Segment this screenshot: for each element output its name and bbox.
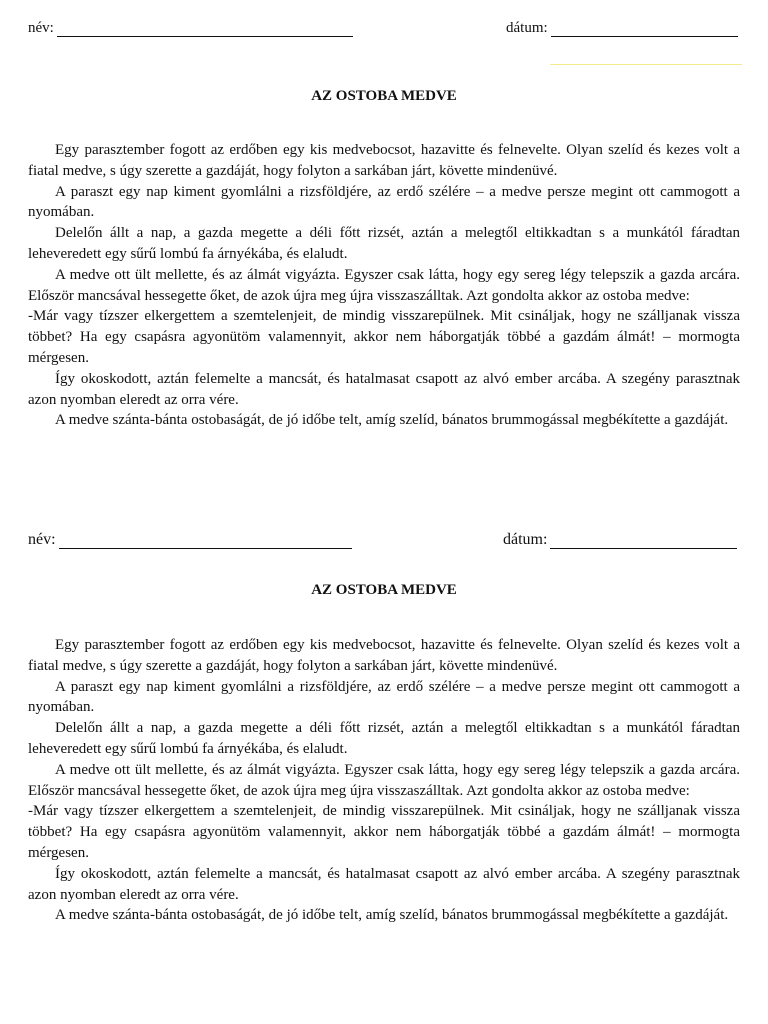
date-label: dátum: (503, 531, 548, 548)
date-blank-line (551, 22, 738, 37)
name-field (28, 20, 353, 37)
paragraph: Így okoskodott, aztán felemelte a mancsát, és hatalmasat csapott az alvó ember arcába. A szegény parasztnak azon nyomban eleredt az orra vére. (28, 370, 740, 408)
name-blank-line (59, 534, 352, 549)
name-blank-line (57, 22, 353, 37)
header-bottom (28, 531, 742, 553)
paragraph: -Már vagy tízszer elkergettem a szemtelenjeit, de mindig visszarepülnek. Mit csináljak, hogy ne szálljanak vissza többet? Ha egy csapásra agyonütöm valamennyit, akkor nem háborgatják többé a gazdám álmát! – mormogta mérgesen. (28, 308, 740, 366)
date-field (506, 20, 738, 37)
page-title: AZ OSTOBA MEDVE (311, 582, 457, 598)
story-text (28, 140, 740, 431)
header-top (28, 20, 742, 42)
paragraph: Egy parasztember fogott az erdőben egy kis medvebocsot, hazavitte és felnevelte. Olyan szelíd és kezes volt a fiatal medve, s úgy szerette a gazdáját, hogy folyton a sarkában járt, követte mindenüvé. (28, 637, 740, 674)
paragraph: A paraszt egy nap kiment gyomlálni a rizsföldjére, az erdő szélére – a medve persze megint ott cammogott a nyomában. (28, 183, 740, 221)
paragraph: A medve szánta-bánta ostobaságát, de jó időbe telt, amíg szelíd, bánatos brummogással megbékítette a gazdáját. (55, 907, 729, 924)
paragraph: Így okoskodott, aztán felemelte a mancsát, és hatalmasat csapott az alvó ember arcába. A szegény parasztnak azon nyomban eleredt az orra vére. (28, 865, 740, 903)
paragraph: A medve ott ült mellette, és az álmát vigyázta. Egyszer csak látta, hogy egy sereg légy telepszik a gazda arcára. Először mancsával hessegette őket, de azok újra meg újra visszaszálltak. Azt gondolta akkor az ostoba medve: (28, 266, 740, 304)
paragraph: -Már vagy tízszer elkergettem a szemtelenjeit, de mindig visszarepülnek. Mit csináljak, hogy ne szálljanak vissza többet? Ha egy csapásra agyonütöm valamennyit, akkor nem háborgatják többé a gazdám álmát! – mormogta mérgesen. (28, 803, 740, 861)
name-field (28, 531, 352, 549)
paragraph: Egy parasztember fogott az erdőben egy kis medvebocsot, hazavitte és felnevelte. Olyan szelíd és kezes volt a fiatal medve, s úgy szerette a gazdáját, hogy folyton a sarkában járt, követte mindenüvé. (28, 142, 740, 179)
date-label: dátum: (506, 20, 548, 36)
page-title: AZ OSTOBA MEDVE (311, 88, 457, 104)
paragraph: Delelőn állt a nap, a gazda megette a déli főtt rizsét, aztán a melegtől eltikkadtan s a munkától fáradtan leheveredett egy sűrű lombú fa árnyékába, és elaludt. (28, 720, 740, 757)
paragraph: A paraszt egy nap kiment gyomlálni a rizsföldjére, az erdő szélére – a medve persze megint ott cammogott a nyomában. (28, 678, 740, 716)
date-blank-line (550, 534, 737, 549)
name-label: név: (28, 531, 56, 548)
highlight-line (550, 64, 742, 65)
name-label: név: (28, 20, 54, 36)
paragraph: A medve szánta-bánta ostobaságát, de jó időbe telt, amíg szelíd, bánatos brummogással megbékítette a gazdáját. (55, 412, 729, 429)
date-field (503, 531, 737, 549)
story-text (28, 635, 740, 926)
paragraph: A medve ott ült mellette, és az álmát vigyázta. Egyszer csak látta, hogy egy sereg légy telepszik a gazda arcára. Először mancsával hessegette őket, de azok újra meg újra visszaszálltak. Azt gondolta akkor az ostoba medve: (28, 761, 740, 799)
paragraph: Delelőn állt a nap, a gazda megette a déli főtt rizsét, aztán a melegtől eltikkadtan s a munkától fáradtan leheveredett egy sűrű lombú fa árnyékába, és elaludt. (28, 225, 740, 262)
